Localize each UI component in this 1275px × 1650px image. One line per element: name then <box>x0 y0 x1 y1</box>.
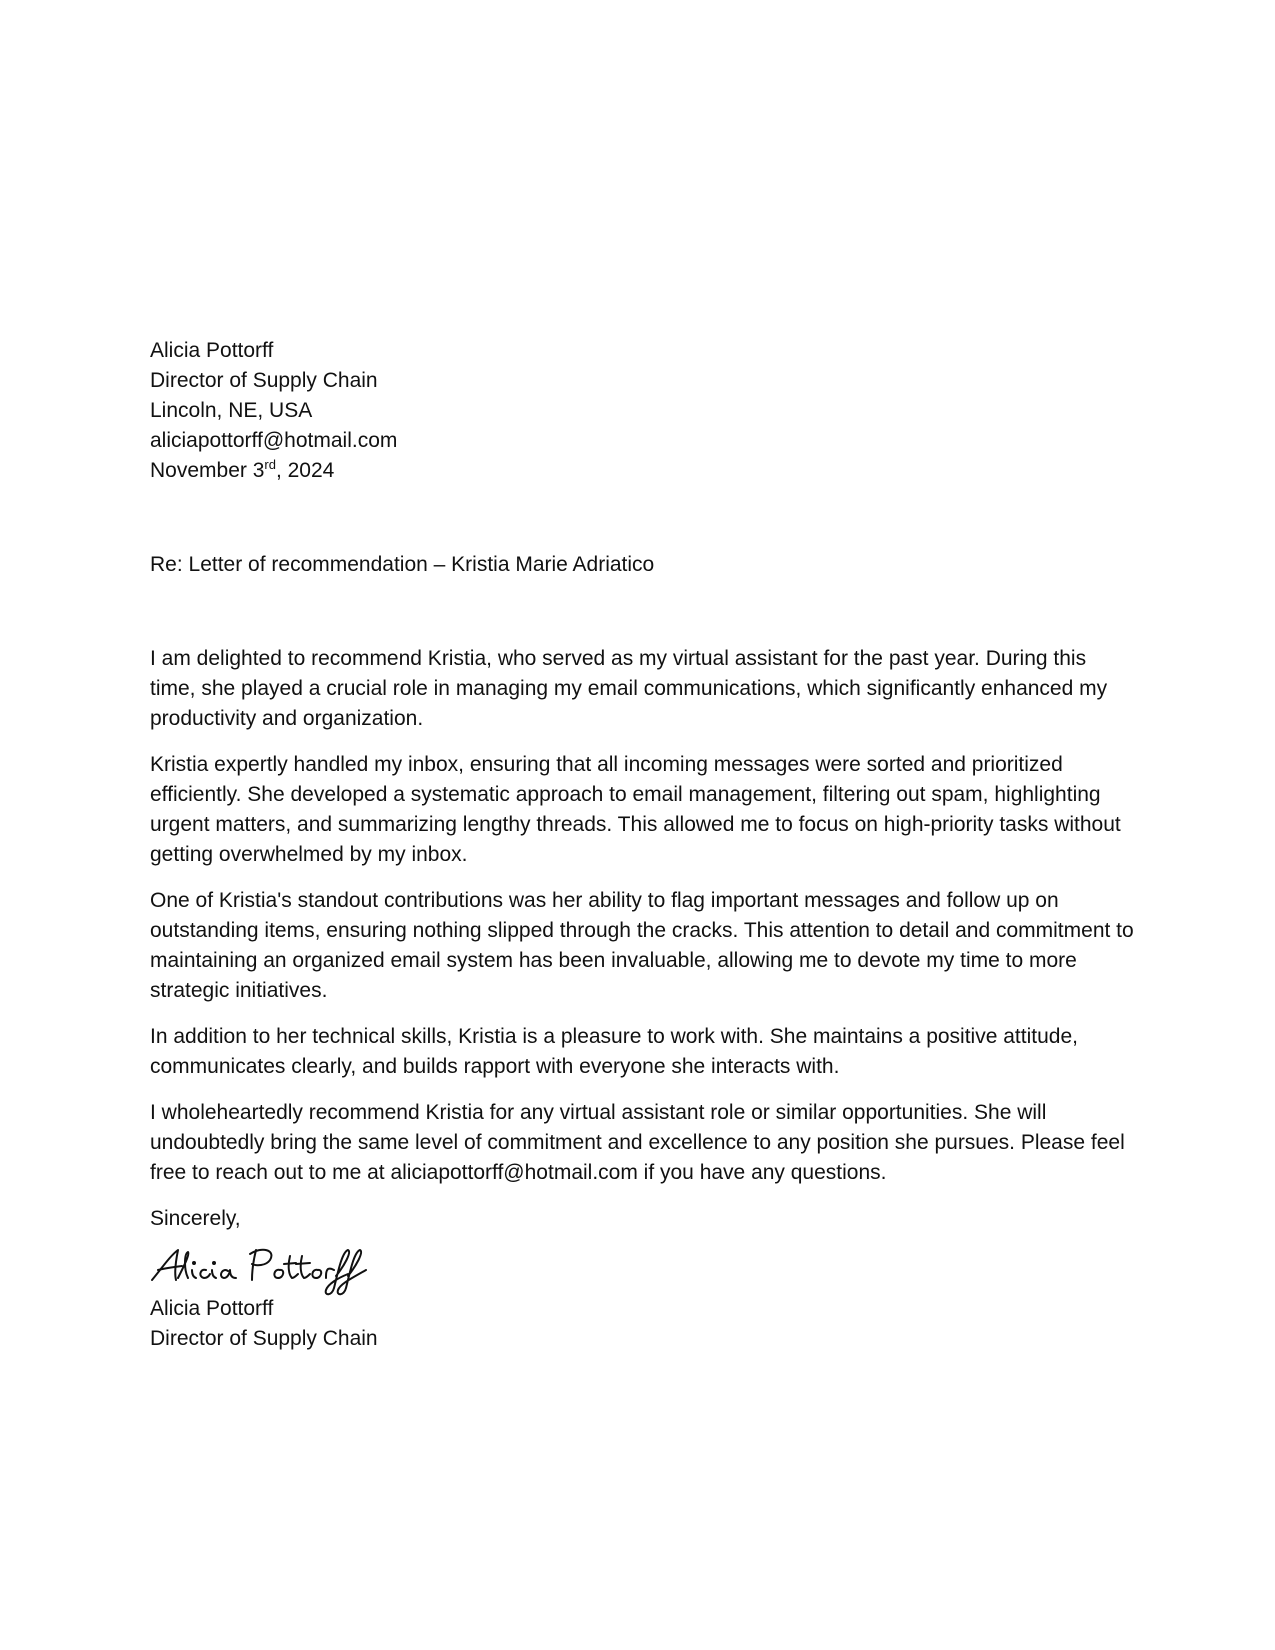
body-paragraph: I am delighted to recommend Kristia, who served as my virtual assistant for the past year. During this time, she played a crucial role in managing my email communications, which significantly enhanced my productivity and organization. <box>150 647 1108 730</box>
body-paragraph: One of Kristia's standout contributions was her ability to flag important messages and follow up on outstanding items, ensuring nothing slipped through the cracks. This attention to detail and commitment to maintaining an organized email system has been invaluable, allowing me to devote my time to more strategic initiatives. <box>150 889 1134 1002</box>
signer-block <box>150 1294 1135 1354</box>
sender-email: aliciapottorff@hotmail.com <box>150 429 398 452</box>
letter-date <box>150 456 1135 486</box>
signature-image <box>148 1244 388 1300</box>
handwritten-signature <box>150 1244 390 1300</box>
letter-content <box>150 336 1135 1354</box>
date-ordinal-suffix: rd <box>264 457 276 472</box>
sender-block <box>150 336 1135 486</box>
signer-title: Director of Supply Chain <box>150 1327 378 1350</box>
sender-title: Director of Supply Chain <box>150 369 378 392</box>
letter-body <box>150 644 1135 1188</box>
subject-line: Re: Letter of recommendation – Kristia Marie Adriatico <box>150 553 655 576</box>
body-paragraph: I wholeheartedly recommend Kristia for any virtual assistant role or similar opportunities. She will undoubtedly bring the same level of commitment and excellence to any position she pursues. Please feel free to reach out to me at aliciapottorff@hotmail.com if you have any questions. <box>150 1101 1125 1184</box>
date-year: , 2024 <box>275 459 335 482</box>
sender-name: Alicia Pottorff <box>150 339 274 362</box>
signer-name: Alicia Pottorff <box>150 1297 274 1320</box>
body-paragraph: Kristia expertly handled my inbox, ensuring that all incoming messages were sorted and prioritized efficiently. She developed a systematic approach to email management, filtering out spam, highlighting urgent matters, and summarizing lengthy threads. This allowed me to focus on high-priority tasks without getting overwhelmed by my inbox. <box>150 753 1121 866</box>
date-month-day: November 3 <box>150 459 265 482</box>
sender-location: Lincoln, NE, USA <box>150 399 313 422</box>
closing: Sincerely, <box>150 1207 241 1230</box>
body-paragraph: In addition to her technical skills, Kristia is a pleasure to work with. She maintains a positive attitude, communicates clearly, and builds rapport with everyone she interacts with. <box>150 1025 1078 1078</box>
